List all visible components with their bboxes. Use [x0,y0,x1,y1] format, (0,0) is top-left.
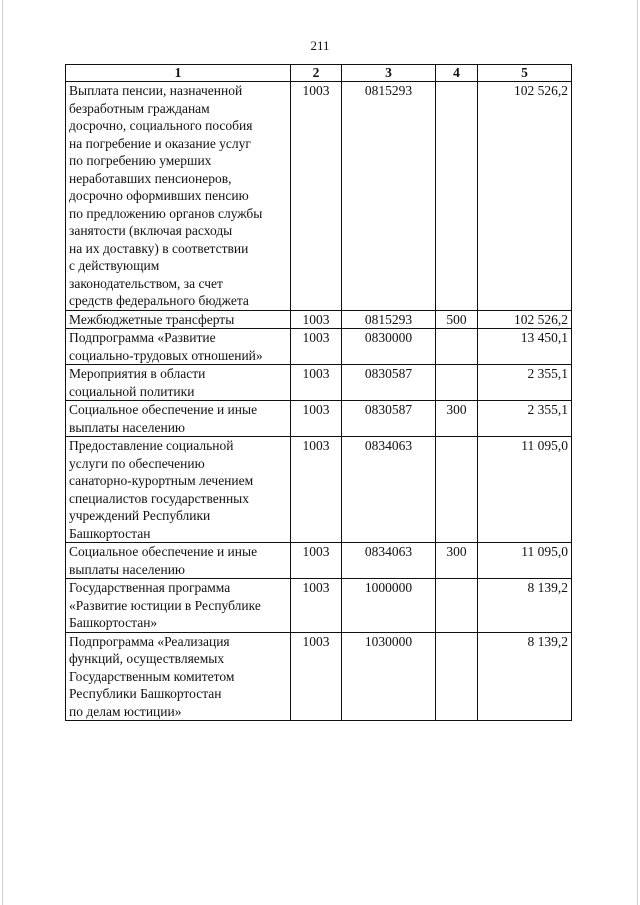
table-row [66,329,572,365]
row-section: 1003 [291,401,342,437]
row-amount: 11 095,0 [478,437,572,543]
row-section: 1003 [291,437,342,543]
table-row [66,365,572,401]
row-type: 500 [436,310,478,329]
row-section: 1003 [291,329,342,365]
row-type [436,632,478,721]
row-amount: 2 355,1 [478,401,572,437]
row-type: 300 [436,543,478,579]
table-row [66,632,572,721]
row-item: 0830587 [342,401,436,437]
row-type [436,365,478,401]
row-item: 0830587 [342,365,436,401]
scan-edge-right [637,0,638,905]
row-amount: 8 139,2 [478,579,572,633]
row-amount: 8 139,2 [478,632,572,721]
row-item: 0834063 [342,543,436,579]
row-section: 1003 [291,579,342,633]
table-row [66,437,572,543]
row-item: 0830000 [342,329,436,365]
row-section: 1003 [291,310,342,329]
row-item: 1030000 [342,632,436,721]
header-col-4: 4 [436,65,478,82]
row-type [436,329,478,365]
header-col-5: 5 [478,65,572,82]
row-section: 1003 [291,632,342,721]
row-type [436,579,478,633]
row-section: 1003 [291,543,342,579]
table-row [66,579,572,633]
row-amount: 11 095,0 [478,543,572,579]
row-item: 0834063 [342,437,436,543]
row-type: 300 [436,401,478,437]
row-amount: 13 450,1 [478,329,572,365]
row-type [436,82,478,311]
table-row [66,82,572,311]
row-name: Межбюджетные трансферты [66,310,291,329]
header-col-2: 2 [291,65,342,82]
row-item: 0815293 [342,82,436,311]
row-amount: 102 526,2 [478,82,572,311]
row-name: Социальное обеспечение и иные выплаты населению [66,543,291,579]
row-section: 1003 [291,82,342,311]
budget-table [65,64,572,721]
table-row [66,543,572,579]
row-name: Подпрограмма «Развитие социально-трудовых отношений» [66,329,291,365]
row-item: 0815293 [342,310,436,329]
row-section: 1003 [291,365,342,401]
row-type [436,437,478,543]
page-number: 211 [310,38,330,53]
table-row [66,401,572,437]
scan-edge-left [2,0,3,905]
row-item: 1000000 [342,579,436,633]
table-row [66,310,572,329]
header-col-3: 3 [342,65,436,82]
row-name: Мероприятия в области социальной политики [66,365,291,401]
row-amount: 102 526,2 [478,310,572,329]
row-name: Предоставление социальной услуги по обеспечению санаторно-курортным лечением специалистов государственных учреждений Республики Башкортостан [66,437,291,543]
row-name: Подпрограмма «Реализация функций, осуществляемых Государственным комитетом Республики Башкортостан по делам юстиции» [66,632,291,721]
row-amount: 2 355,1 [478,365,572,401]
row-name: Государственная программа «Развитие юстиции в Республике Башкортостан» [66,579,291,633]
header-col-1: 1 [66,65,291,82]
row-name: Социальное обеспечение и иные выплаты населению [66,401,291,437]
row-name: Выплата пенсии, назначенной безработным гражданам досрочно, социального пособия на погребение и оказание услуг по погребению умерших неработавших пенсионеров, досрочно оформивших пенсию по предложению органов службы занятости (включая расходы на их доставку) в соответствии с действующим законодательством, за счет средств федерального бюджета [66,82,291,311]
table-header-row [66,65,572,82]
